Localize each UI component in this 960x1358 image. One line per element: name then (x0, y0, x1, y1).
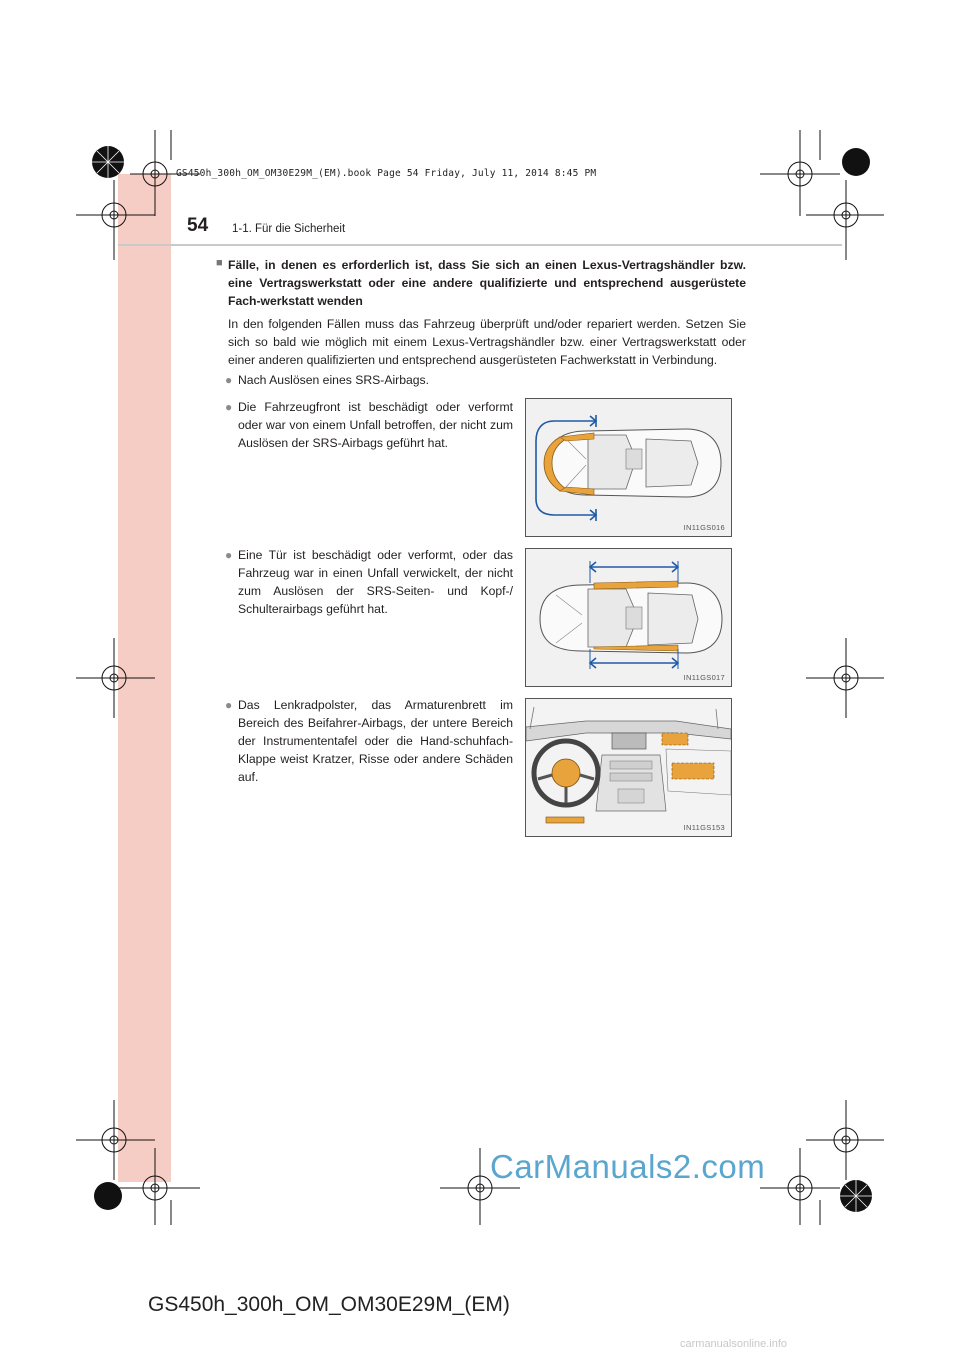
intro-paragraph: In den folgenden Fällen muss das Fahrzeug überprüft und/oder repariert werden. Setzen Sie sich so bald wie möglich mit einem Lexus-Vertragshändler bzw. einer Vertragswerkstatt oder einer anderen qualifizierten und entsprechend ausgerüsteten Fachwerkstatt in Verbindung. (228, 317, 746, 367)
bullet-dot-icon: ● (225, 548, 233, 562)
footer-document-id: GS450h_300h_OM_OM30E29M_(EM) (148, 1293, 510, 1316)
bullet-item (225, 696, 513, 786)
bullet-item (225, 546, 513, 618)
subsection-heading: Fälle, in denen es erforderlich ist, dass Sie sich an einen Lexus-Vertragshändler bzw. eine Vertragswerkstatt oder eine andere qualifizierte und entsprechend ausgerüstete Fach-werkstatt wenden (228, 258, 746, 308)
book-file-info: GS450h_300h_OM_OM30E29M_(EM).book Page 54 Friday, July 11, 2014 8:45 PM (176, 168, 597, 179)
figure-dashboard-damage (525, 698, 732, 837)
heading-square-icon: ■ (216, 257, 223, 269)
page-number: 54 (187, 215, 209, 236)
bullet-item (225, 371, 738, 389)
figure-code: IN11GS016 (683, 523, 725, 532)
watermark-logo: CarManuals2.com (490, 1148, 766, 1185)
bullet-dot-icon: ● (225, 400, 233, 414)
bullet-text: Die Fahrzeugfront ist beschädigt oder verformt oder war von einem Unfall betroffen, der nicht zum Auslösen der SRS-Airbags geführt hat. (238, 400, 513, 450)
bullet-dot-icon: ● (225, 698, 233, 712)
figure-code: IN11GS153 (683, 823, 725, 832)
watermark-site: carmanualsonline.info (680, 1338, 788, 1350)
bullet-text: Eine Tür ist beschädigt oder verformt, oder das Fahrzeug war in einen Unfall verwickelt, der nicht zum Auslösen der SRS-Seiten- und Kopf-/ Schulterairbags geführt hat. (238, 548, 513, 616)
bullet-item (225, 398, 513, 452)
figure-front-damage (525, 398, 732, 537)
figure-code: IN11GS017 (683, 673, 725, 682)
section-title: 1-1. Für die Sicherheit (232, 223, 346, 235)
figure-door-damage (525, 548, 732, 687)
bullet-text: Das Lenkradpolster, das Armaturenbrett im Bereich des Beifahrer-Airbags, der untere Bereich der Instrumententafel oder die Hand-schuhfach-Klappe weist Kratzer, Risse oder andere Schäden auf. (238, 698, 513, 784)
bullet-dot-icon: ● (225, 373, 233, 387)
header-rule (118, 244, 842, 246)
bullet-text: Nach Auslösen eines SRS-Airbags. (238, 373, 430, 387)
